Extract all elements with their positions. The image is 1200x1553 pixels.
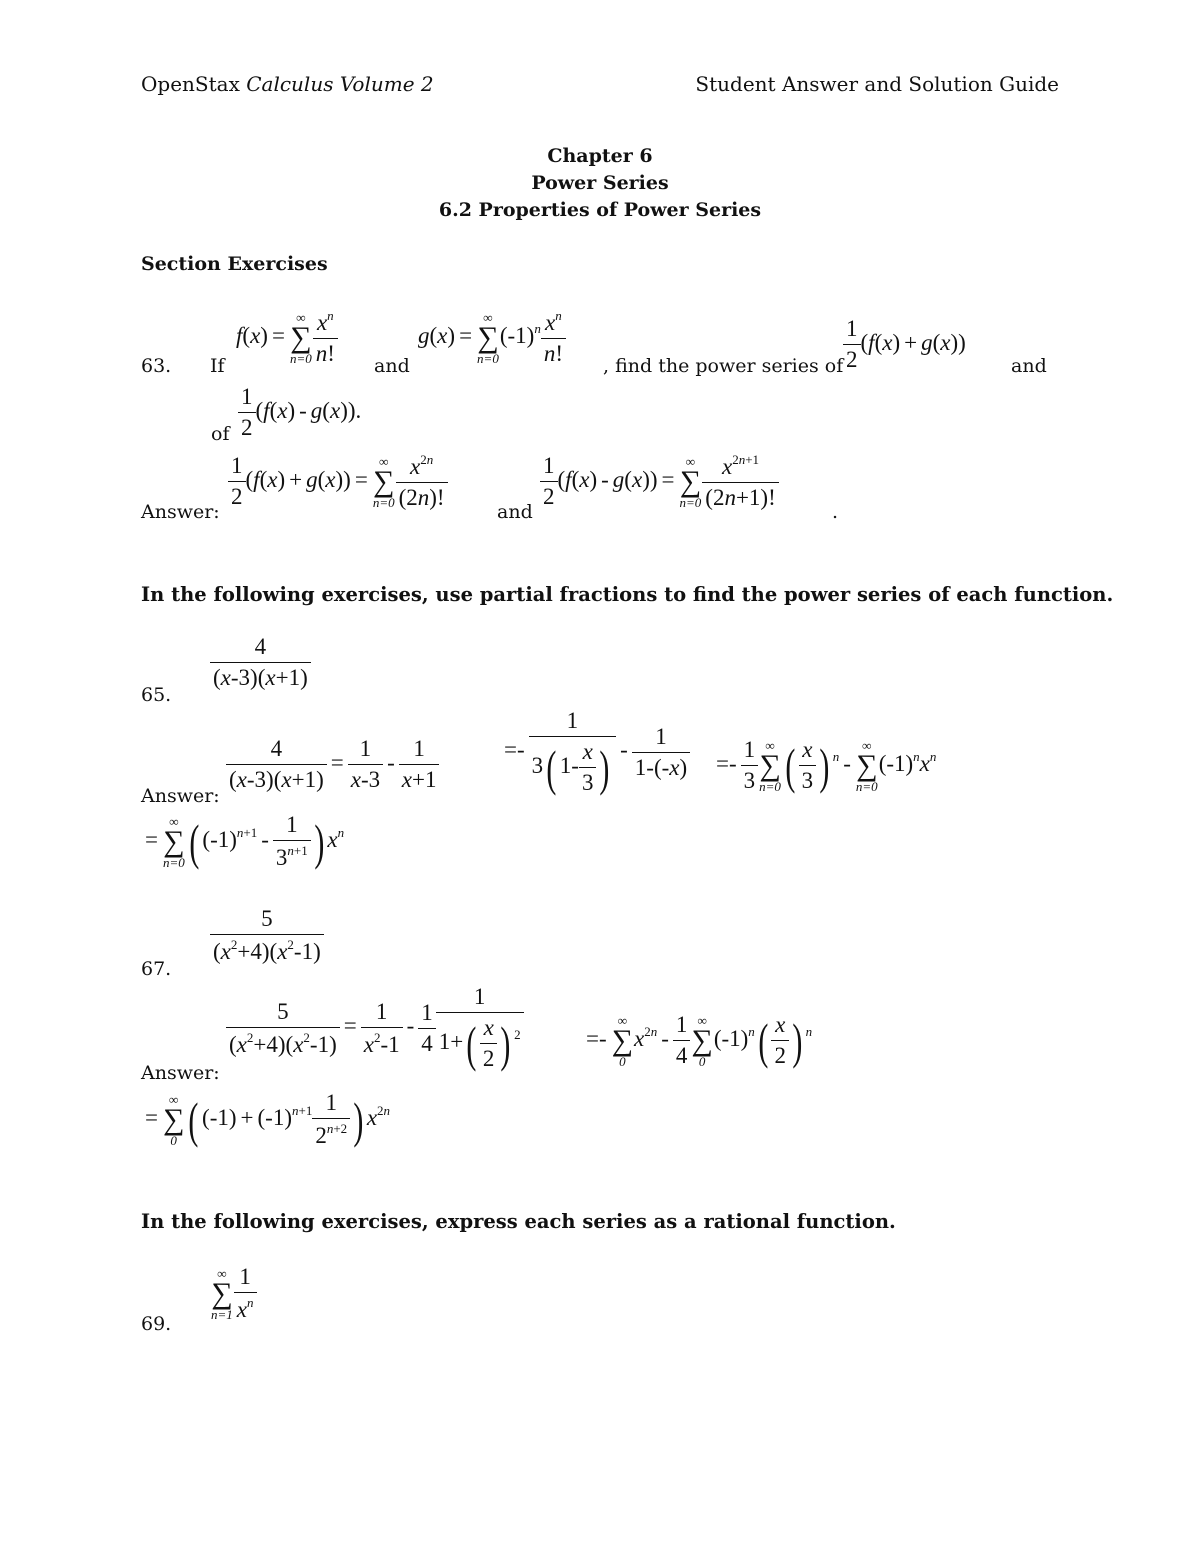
section-title: 6.2 Properties of Power Series (438, 199, 762, 221)
instruction-rational-function: In the following exercises, express each series as a rational function. (141, 1210, 896, 1233)
answer-63-even-series: $\frac{1}{2}$ (f(x) + g(x)) = ∞ ∑ n=0 $\frac{x^{2n}}{(2n)!}$ (228, 452, 448, 511)
exercise-63-answer-label: Answer: (141, 501, 220, 523)
answer-63-odd-series: $\frac{1}{2}$ (f(x) - g(x)) = ∞ ∑ n=0 $\frac{x^{2n+1}}{(2n+1)!}$ (540, 452, 779, 511)
answer-65-decomposition: $\frac{4}{(x-3)(x+1)}$ = $\frac{1}{x-3}$ - $\frac{1}{x+1}$ (226, 736, 439, 793)
header-left: OpenStax Calculus Volume 2 (141, 72, 434, 96)
exercise-67-number: 67. (141, 958, 172, 980)
exercise-63-answer-and: and (497, 501, 533, 523)
exercise-63-and-end: and (1011, 355, 1047, 377)
exercise-67-answer-label: Answer: (141, 1062, 220, 1084)
topic-title: Power Series (531, 172, 669, 194)
exercise-63-of: of (211, 423, 230, 445)
instruction-partial-fractions: In the following exercises, use partial fractions to find the power series of each function. (141, 583, 1114, 606)
answer-67-final: = ∞ ∑ 0 ( $(-1) + (-1)^{n+1}$ $\frac{1}{2^{n+2}}$ ) $x^{2n}$ (145, 1090, 391, 1148)
exercise-65-answer-label: Answer: (141, 785, 220, 807)
header-book-title: Calculus Volume 2 (246, 72, 434, 96)
formula-half-difference: $\frac{1}{2}$ (f(x) - g(x)). (238, 384, 361, 441)
formula-half-sum: $\frac{1}{2}$ (f(x) + g(x)) (843, 316, 966, 373)
answer-67-decomposition: $\frac{5}{(x^2+4)(x^2-1)}$ = $\frac{1}{x^2-1}$ - $\frac{1}{4}$ 1 1+( $\frac{x}{2}$ ) $^2$ (226, 984, 524, 1072)
answer-65-series-form: =- $\frac{1}{3}$ ∞ ∑ n=0 ( $\frac{x}{3}$ ) $^n$ - ∞ ∑ n=0 $(-1)^nx^n$ (716, 737, 937, 794)
answer-65-geometric-form: =- 1 3( 1- $\frac{x}{3}$ ) - $\frac{1}{1-(-x)}$ (500, 708, 690, 796)
exercise-63-number: 63. (141, 355, 172, 377)
formula-f-definition: f(x) = ∞ ∑ n=0 $\frac{x^n}{n!}$ (236, 308, 338, 367)
formula-g-definition: g(x) = ∞ ∑ n=0 $(-1)^n$ $\frac{x^n}{n!}$ (418, 308, 566, 367)
exercise-63-and: and (374, 355, 410, 377)
chapter-title: Chapter 6 (547, 145, 653, 167)
answer-65-final: = ∞ ∑ n=0 ( $(-1)^{n+1}$ - $\frac{1}{3^{n+1}}$ ) $x^n$ (145, 812, 345, 870)
exercise-63-find-text: , find the power series of (603, 355, 844, 377)
exercise-69-series: ∞ ∑ n=1 $\frac{1}{x^n}$ (210, 1264, 257, 1323)
answer-67-series-form: =- ∞ ∑ 0 $x^{2n}$ - $\frac{1}{4}$ ∞ ∑ 0 $(-1)^n$( $\frac{x}{2}$ ) $^n$ (586, 1012, 813, 1069)
exercise-67-function: $\frac{5}{(x^2+4)(x^2-1)}$ (210, 906, 324, 965)
exercise-65-number: 65. (141, 684, 172, 706)
header-right: Student Answer and Solution Guide (695, 72, 1059, 96)
exercise-65-function: $\frac{4}{(x-3)(x+1)}$ (210, 634, 311, 691)
section-heading: Section Exercises (141, 253, 328, 275)
exercise-63-if: If (210, 355, 225, 377)
exercise-69-number: 69. (141, 1313, 172, 1335)
exercise-63-answer-end: . (832, 501, 839, 523)
